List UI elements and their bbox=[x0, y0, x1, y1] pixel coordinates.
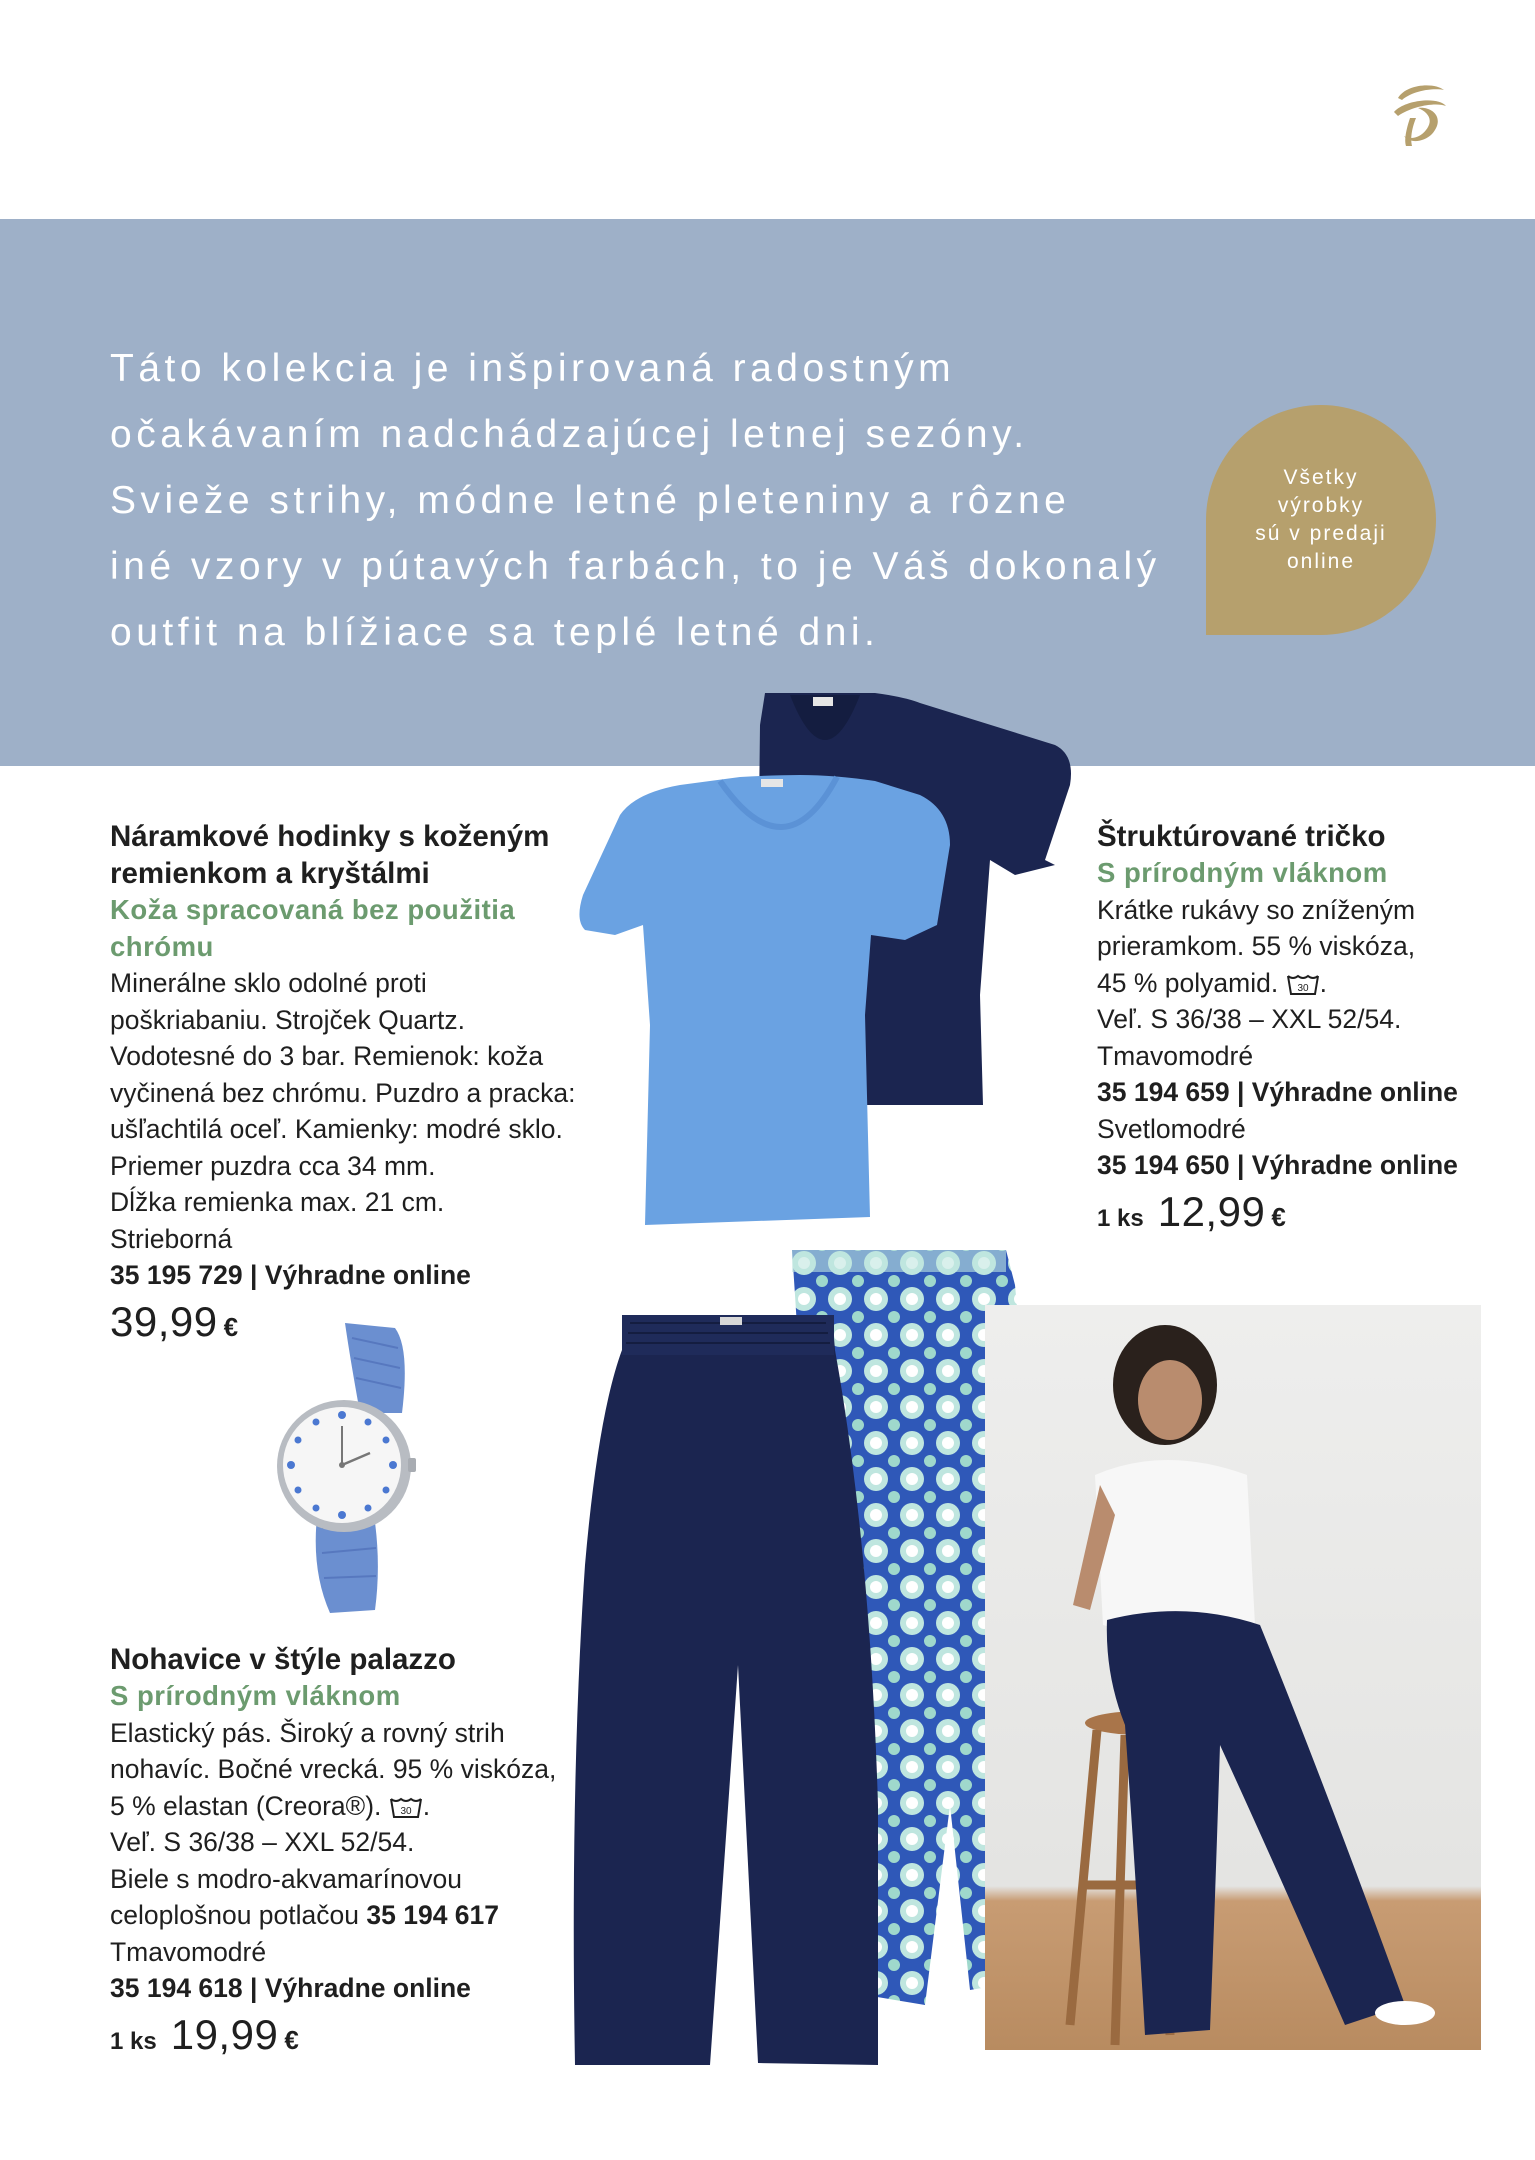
desc-line: poškriabaniu. Strojček Quartz. bbox=[110, 1004, 465, 1035]
variant-color: Tmavomodré bbox=[110, 1936, 267, 1967]
product-subtitle: S prírodným vláknom bbox=[110, 1680, 401, 1711]
currency: € bbox=[223, 1311, 239, 1342]
badge-line: Všetky bbox=[1283, 466, 1359, 489]
variant-color: Biele s modro-akvamarínovou bbox=[110, 1863, 463, 1894]
navy-pants-image bbox=[574, 1315, 878, 2065]
product-title: Štruktúrované tričko bbox=[1097, 820, 1386, 853]
online-badge bbox=[1206, 405, 1436, 635]
intro-line: Táto kolekcia je inšpirovaná radostným bbox=[110, 347, 956, 390]
product-subtitle: S prírodným vláknom bbox=[1097, 857, 1388, 888]
desc-line: vyčinená bez chrómu. Puzdro a pracka: bbox=[110, 1077, 576, 1108]
product-title: Nohavice v štýle palazzo bbox=[110, 1643, 456, 1676]
pants-info bbox=[110, 1641, 590, 2060]
desc-line: 45 % polyamid. 30 . bbox=[1097, 967, 1327, 998]
product-code: 35 194 659 | Výhradne online bbox=[1097, 1077, 1458, 1107]
desc-line: Priemer puzdra cca 34 mm. bbox=[110, 1150, 436, 1181]
watch-image[interactable] bbox=[270, 1318, 450, 1618]
product-code: 35 194 650 | Výhradne online bbox=[1097, 1150, 1458, 1180]
desc-line: 5 % elastan (Creora®). 30 . bbox=[110, 1790, 431, 1821]
product-code: 35 195 729 | Výhradne online bbox=[110, 1260, 471, 1290]
wash-temperature: 30 bbox=[400, 1805, 412, 1817]
model-figure bbox=[1073, 1325, 1435, 2035]
product-code: 35 194 617 bbox=[366, 1900, 500, 1930]
product-title: Náramkové hodinky s koženým bbox=[110, 820, 550, 853]
desc-line: prieramkom. 55 % viskóza, bbox=[1097, 931, 1416, 961]
intro-line: outfit na blížiace sa teplé letné dni. bbox=[110, 611, 880, 654]
price-value: 39,99 bbox=[110, 1297, 218, 1345]
desc-line: nohavíc. Bočné vrecká. 95 % viskóza, bbox=[110, 1754, 557, 1784]
model-photo-illustration bbox=[985, 1305, 1481, 2050]
quantity: 1 ks bbox=[110, 2027, 157, 2055]
sizes: Veľ. S 36/38 – XXL 52/54. bbox=[110, 1827, 415, 1857]
intro-text bbox=[110, 336, 1210, 666]
desc-line: ušľachtilá oceľ. Kamienky: modré sklo. bbox=[110, 1114, 563, 1144]
tshirt-info bbox=[1097, 818, 1517, 1237]
watch-info bbox=[110, 818, 630, 1345]
price bbox=[110, 2010, 590, 2061]
tchibo-bean-logo-icon[interactable] bbox=[1388, 78, 1452, 150]
intro-line: iné vzory v pútavých farbách, to je Váš dokonalý bbox=[110, 545, 1161, 588]
wash-30-icon bbox=[1286, 972, 1320, 998]
product-subtitle: Koža spracovaná bez použitia bbox=[110, 894, 516, 925]
model-photo[interactable] bbox=[985, 1305, 1481, 2050]
variant-color: Tmavomodré bbox=[1097, 1040, 1254, 1071]
quantity: 1 ks bbox=[1097, 1204, 1144, 1232]
sizes: Veľ. S 36/38 – XXL 52/54. bbox=[1097, 1004, 1402, 1034]
variant-color: Svetlomodré bbox=[1097, 1113, 1246, 1144]
currency: € bbox=[1271, 1201, 1286, 1232]
intro-line: Svieže strihy, módne letné pleteniny a rôzne bbox=[110, 479, 1071, 522]
badge-line: sú v predaji bbox=[1255, 522, 1387, 545]
badge-line: výrobky bbox=[1277, 494, 1365, 517]
material-text: 5 % elastan (Creora®). bbox=[110, 1790, 382, 1821]
intro-line: očakávaním nadchádzajúcej letnej sezóny. bbox=[110, 413, 1029, 456]
desc-line: Strieborná bbox=[110, 1223, 233, 1254]
desc-line: Elastický pás. Široký a rovný strih bbox=[110, 1717, 505, 1748]
tshirt-product-image[interactable] bbox=[575, 685, 1095, 1230]
product-title: remienkom a kryštálmi bbox=[110, 857, 430, 890]
desc-line: Dĺžka remienka max. 21 cm. bbox=[110, 1187, 445, 1217]
currency: € bbox=[284, 2024, 299, 2055]
desc-line: Minerálne sklo odolné proti bbox=[110, 968, 427, 998]
material-text: 45 % polyamid. bbox=[1097, 967, 1279, 998]
wash-temperature: 30 bbox=[1297, 982, 1309, 994]
price-value: 12,99 bbox=[1157, 1187, 1266, 1235]
variant-color: celoplošnou potlačou bbox=[110, 1900, 359, 1930]
wash-30-icon bbox=[389, 1795, 423, 1821]
badge-line: online bbox=[1286, 550, 1356, 573]
price bbox=[1097, 1187, 1517, 1238]
price-value: 19,99 bbox=[170, 2010, 279, 2058]
desc-line: Vodotesné do 3 bar. Remienok: koža bbox=[110, 1041, 544, 1071]
variant-line bbox=[110, 1897, 590, 1934]
product-code: 35 194 618 | Výhradne online bbox=[110, 1973, 471, 2003]
desc-line: Krátke rukávy so zníženým bbox=[1097, 894, 1416, 925]
product-subtitle: chrómu bbox=[110, 930, 214, 962]
